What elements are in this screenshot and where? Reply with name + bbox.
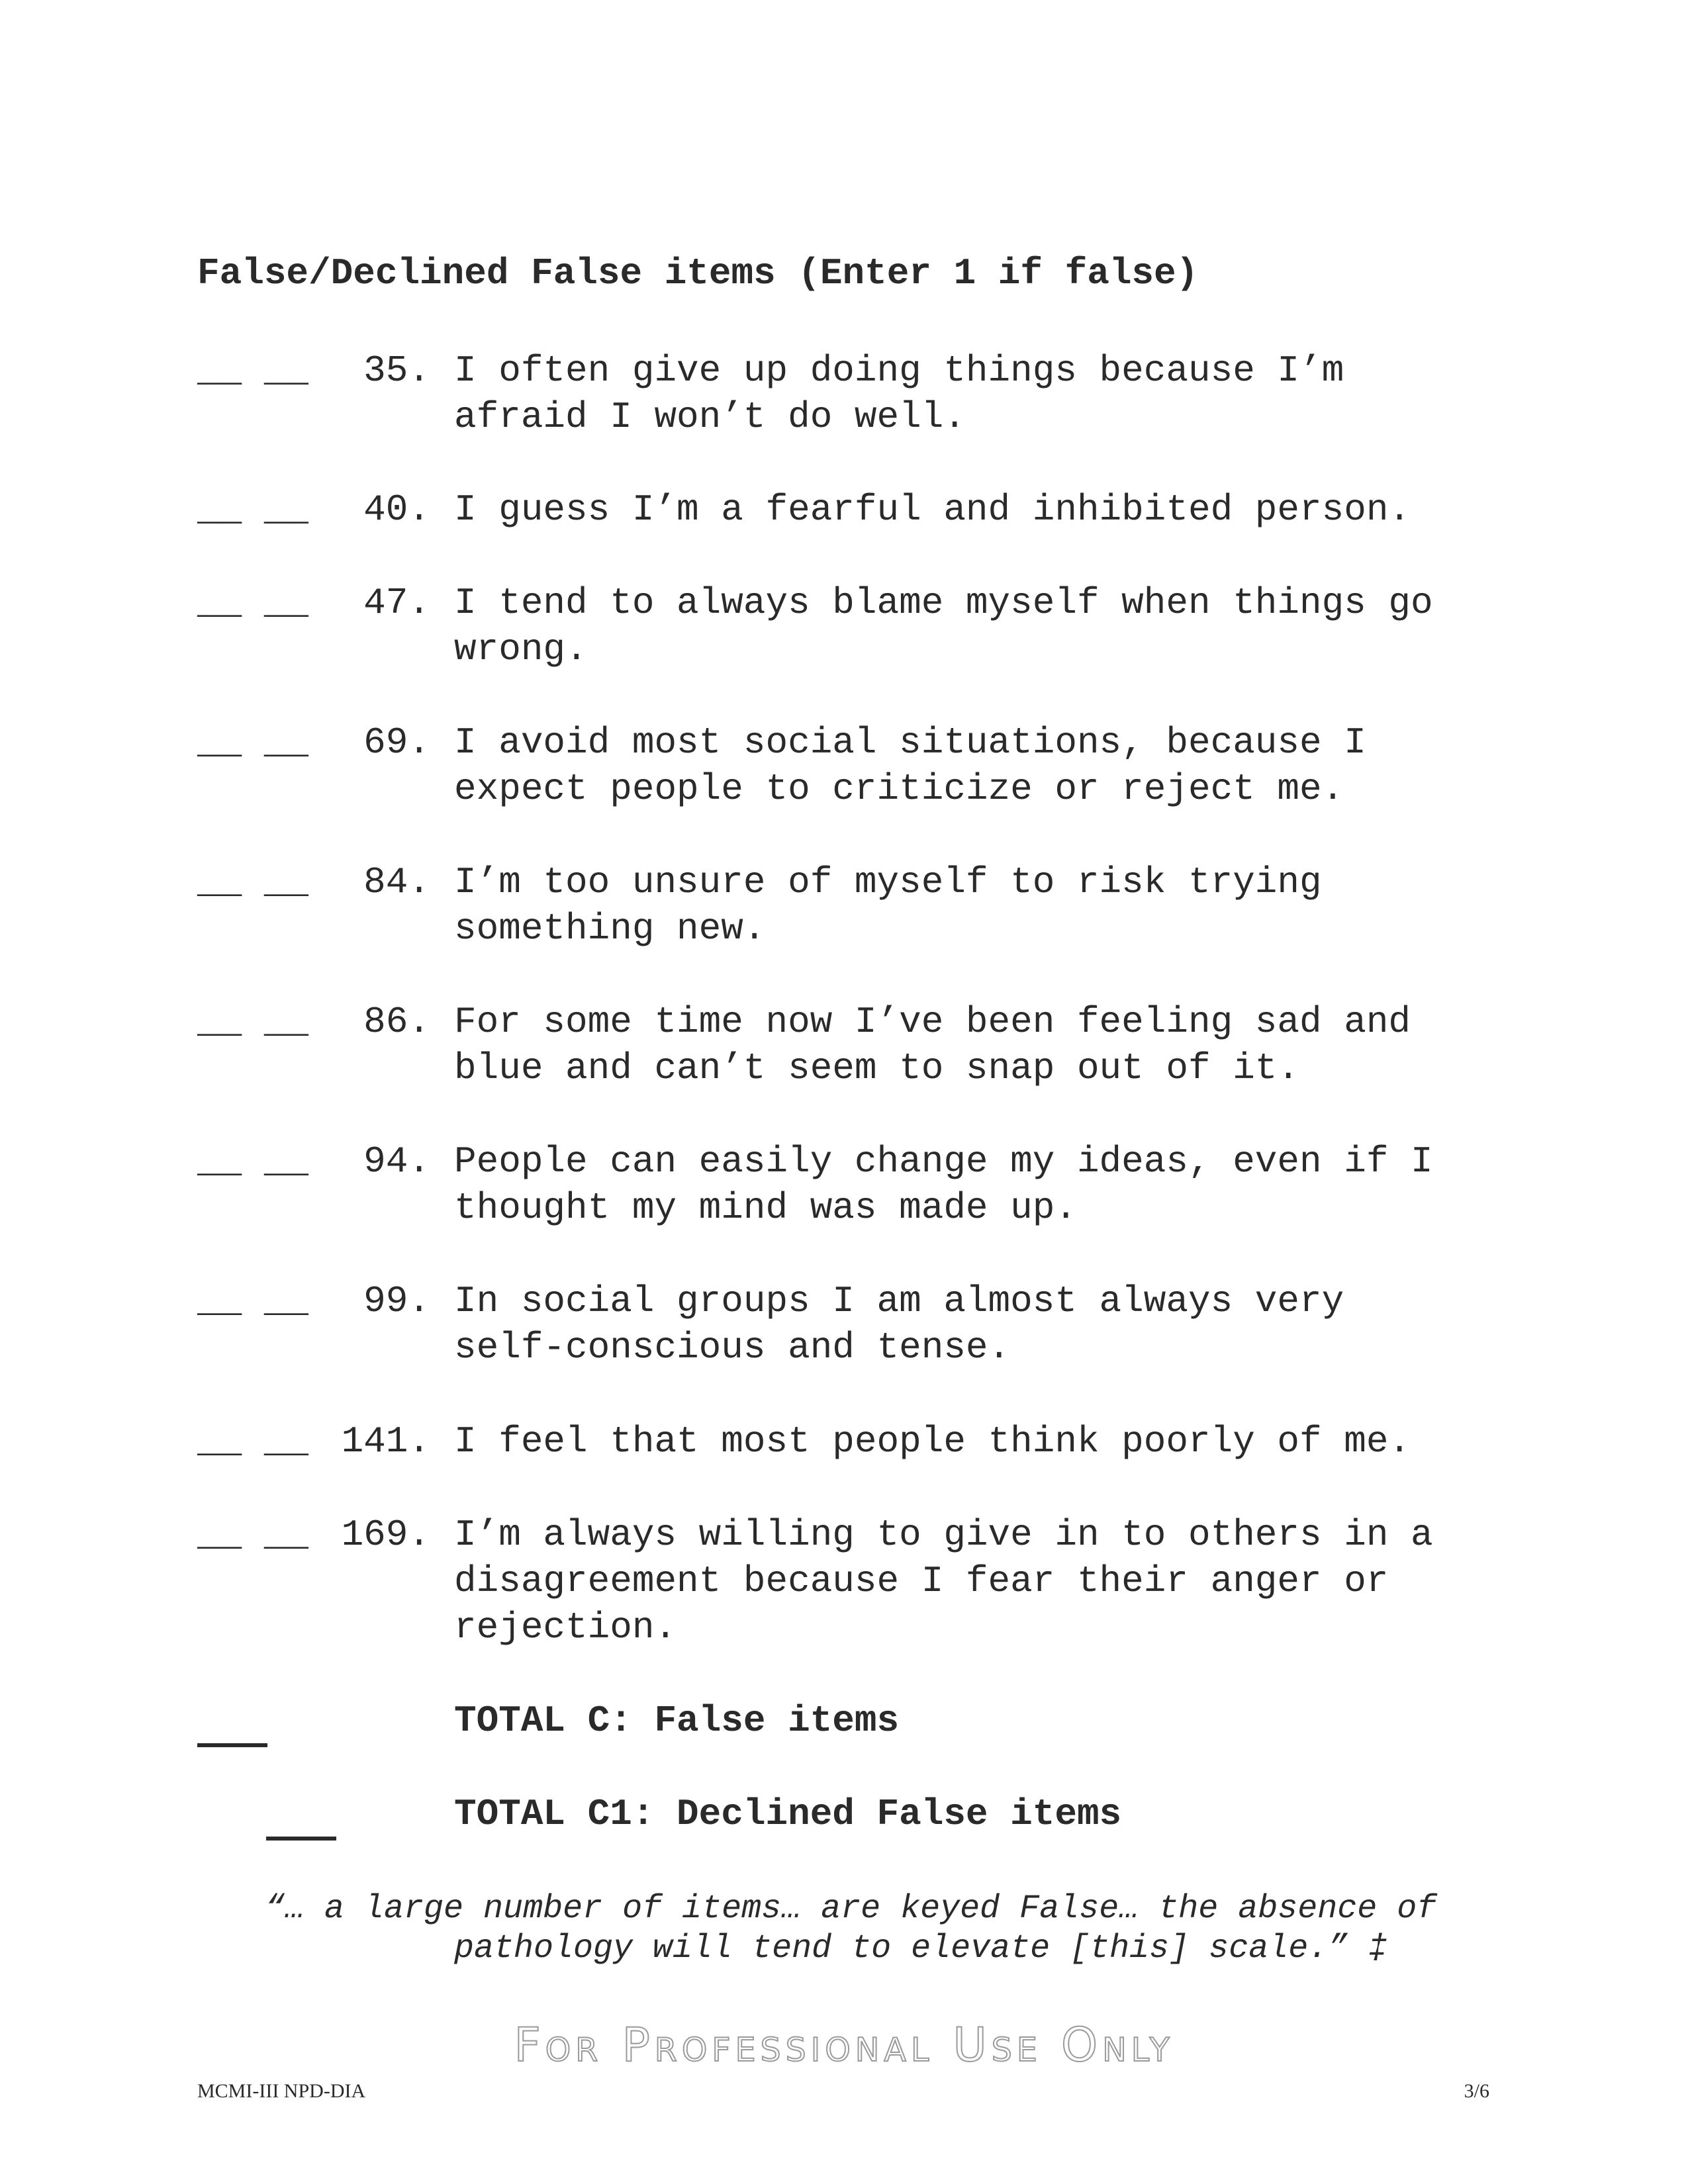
answer-blanks[interactable]: __ __ <box>197 721 309 764</box>
item-text: In social groups I am almost always very self-conscious and tense. <box>454 1280 1344 1369</box>
answer-blanks[interactable]: __ __ <box>197 1001 309 1043</box>
answer-blanks[interactable]: __ __ <box>197 1514 309 1556</box>
section-title: False/Declined False items (Enter 1 if false) <box>197 252 1199 295</box>
quote-line-1: “… a large number of items… are keyed False… the absence of <box>265 1890 1437 1928</box>
answer-blanks[interactable]: __ __ <box>197 582 309 624</box>
page-number: 3/6 <box>1464 2080 1489 2102</box>
item-text: I’m always willing to give in to others in a disagreement because I fear their anger or rejection. <box>454 1514 1433 1649</box>
answer-blanks[interactable]: __ __ <box>197 349 309 392</box>
citation-quote <box>265 1889 1523 1969</box>
item-number: 141. <box>341 1420 430 1463</box>
total-c1-label: TOTAL C1: Declined False items <box>454 1793 1122 1835</box>
total-c1-blank[interactable] <box>266 1837 336 1841</box>
item-number: 94. <box>363 1140 430 1183</box>
answer-blanks[interactable]: __ __ <box>197 488 309 531</box>
item-text: I’m too unsure of myself to risk trying something new. <box>454 861 1322 950</box>
item-number: 47. <box>363 582 430 624</box>
item-number: 86. <box>363 1001 430 1043</box>
item-text: I often give up doing things because I’m afraid I won’t do well. <box>454 349 1344 438</box>
item-number: 99. <box>363 1280 430 1322</box>
quote-line-2: pathology will tend to elevate [this] scale.” ‡ <box>454 1930 1388 1968</box>
item-text: I tend to always blame myself when things go wrong. <box>454 582 1433 670</box>
item-text: I avoid most social situations, because I expect people to criticize or reject me. <box>454 721 1366 810</box>
item-text: For some time now I’ve been feeling sad and blue and can’t seem to snap out of it. <box>454 1001 1411 1089</box>
answer-blanks[interactable]: __ __ <box>197 861 309 903</box>
item-number: 35. <box>363 349 430 392</box>
professional-use-banner: For Professional Use Only <box>514 2018 1174 2072</box>
total-c-label: TOTAL C: False items <box>454 1700 900 1742</box>
total-c-blank[interactable] <box>197 1743 267 1747</box>
item-number: 84. <box>363 861 430 903</box>
form-code: MCMI-III NPD-DIA <box>197 2080 366 2102</box>
item-text: People can easily change my ideas, even if I thought my mind was made up. <box>454 1140 1433 1229</box>
item-text: I feel that most people think poorly of me. <box>454 1420 1411 1463</box>
item-number: 169. <box>341 1514 430 1556</box>
answer-blanks[interactable]: __ __ <box>197 1280 309 1322</box>
answer-blanks[interactable]: __ __ <box>197 1420 309 1463</box>
item-text: I guess I’m a fearful and inhibited person. <box>454 488 1411 531</box>
item-number: 69. <box>363 721 430 764</box>
item-number: 40. <box>363 488 430 531</box>
answer-blanks[interactable]: __ __ <box>197 1140 309 1183</box>
